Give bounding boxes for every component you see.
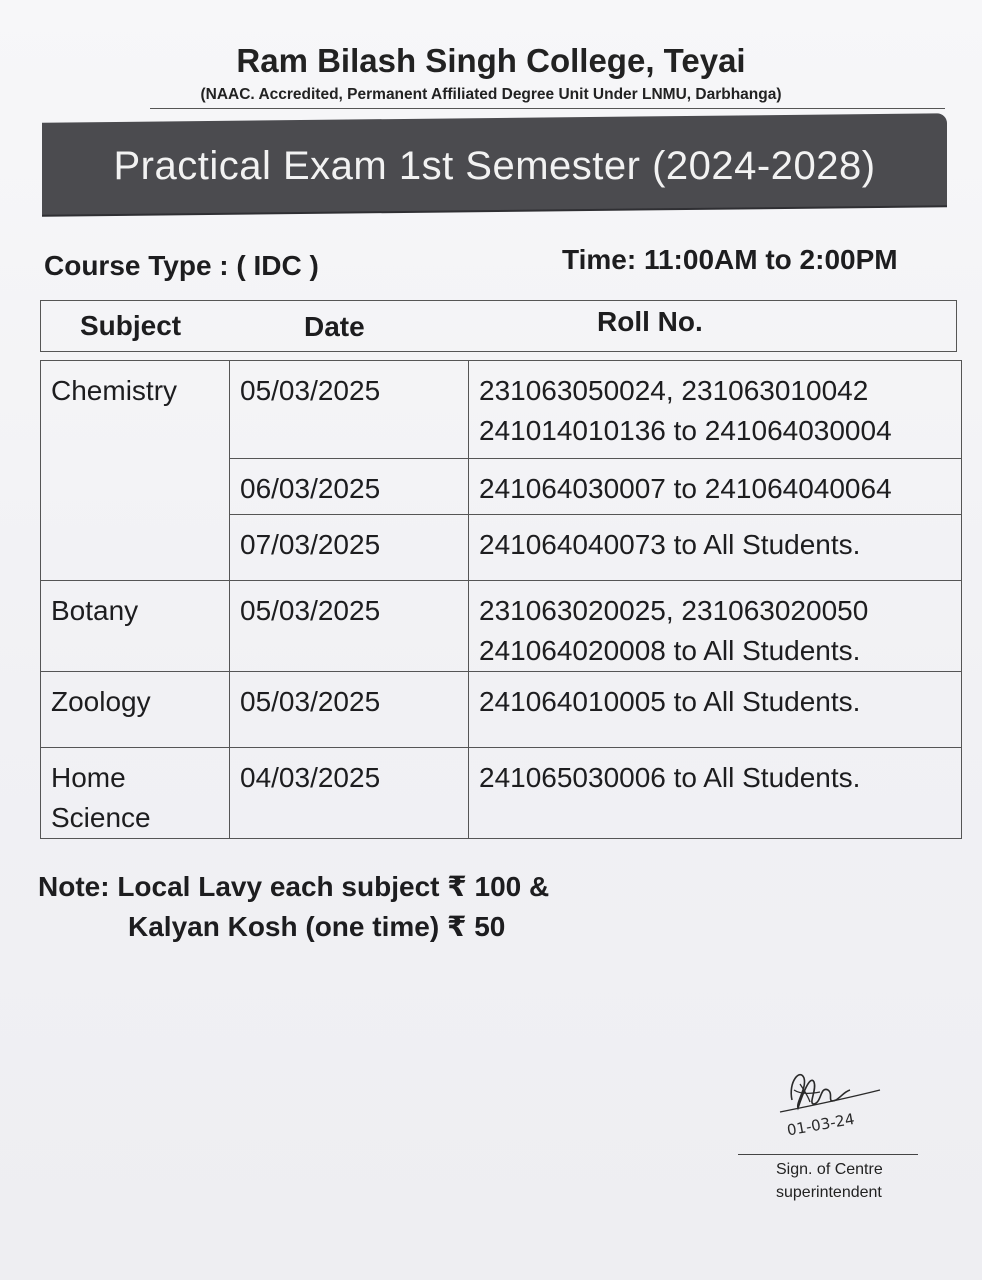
roll-cell: [469, 748, 962, 839]
header-divider: [150, 108, 945, 109]
exam-time: Time: 11:00AM to 2:00PM: [562, 244, 898, 275]
header-subject: Subject: [80, 310, 182, 341]
roll-value: 241065030006 to All Students.: [479, 762, 861, 793]
subject-chemistry: Chemistry: [51, 375, 178, 406]
table-row: [41, 581, 962, 672]
date-value: 05/03/2025: [240, 686, 381, 717]
date-value: 05/03/2025: [240, 375, 381, 406]
handwritten-signature: [770, 1060, 900, 1140]
header-roll-no: Roll No.: [597, 306, 703, 337]
roll-value: 231063020025, 231063020050: [479, 595, 869, 626]
college-accreditation: (NAAC. Accredited, Permanent Affiliated Degree Unit Under LNMU, Darbhanga): [200, 86, 782, 103]
date-cell: [230, 748, 469, 839]
date-value: 06/03/2025: [240, 473, 381, 504]
table-row: [41, 361, 962, 459]
college-name: Ram Bilash Singh College, Teyai: [236, 42, 746, 79]
roll-value: 241064040073 to All Students.: [479, 529, 861, 560]
roll-cell: [469, 581, 962, 672]
date-cell: [230, 581, 469, 672]
date-cell: [230, 459, 469, 515]
roll-cell: [469, 515, 962, 581]
subject-cell: [41, 581, 230, 672]
date-cell: [230, 672, 469, 748]
subject-home: Home: [51, 762, 126, 793]
subject-cell: [41, 672, 230, 748]
table-row: [41, 748, 962, 839]
roll-cell: [469, 672, 962, 748]
subject-cell: [41, 361, 230, 581]
table-row: [41, 672, 962, 748]
date-value: 04/03/2025: [240, 762, 381, 793]
date-value: 07/03/2025: [240, 529, 381, 560]
roll-value: 241014010136 to 241064030004: [479, 415, 892, 446]
subject-botany: Botany: [51, 595, 139, 626]
signature-label-1: Sign. of Centre: [776, 1161, 883, 1178]
course-type: Course Type : ( IDC ): [44, 250, 319, 281]
roll-value: 241064020008 to All Students.: [479, 635, 861, 666]
subject-cell: [41, 748, 230, 839]
roll-value: 231063050024, 231063010042: [479, 375, 869, 406]
roll-value: 241064010005 to All Students.: [479, 686, 861, 717]
header-date: Date: [304, 311, 365, 342]
signature-label-2: superintendent: [776, 1184, 882, 1201]
date-cell: [230, 515, 469, 581]
date-cell: [230, 361, 469, 459]
note-line-2: Kalyan Kosh (one time) ₹ 50: [128, 911, 506, 942]
roll-value: 241064030007 to 241064040064: [479, 473, 892, 504]
roll-cell: [469, 459, 962, 515]
exam-schedule-table: [40, 360, 962, 839]
roll-cell: [469, 361, 962, 459]
note-line-1: Note: Local Lavy each subject ₹ 100 &: [38, 871, 550, 902]
date-value: 05/03/2025: [240, 595, 381, 626]
exam-title: Practical Exam 1st Semester (2024-2028): [113, 143, 876, 188]
signature-date: 01-03-24: [785, 1109, 856, 1140]
subject-science: Science: [51, 802, 151, 833]
subject-zoology: Zoology: [51, 686, 151, 717]
signature-line: [738, 1154, 918, 1155]
